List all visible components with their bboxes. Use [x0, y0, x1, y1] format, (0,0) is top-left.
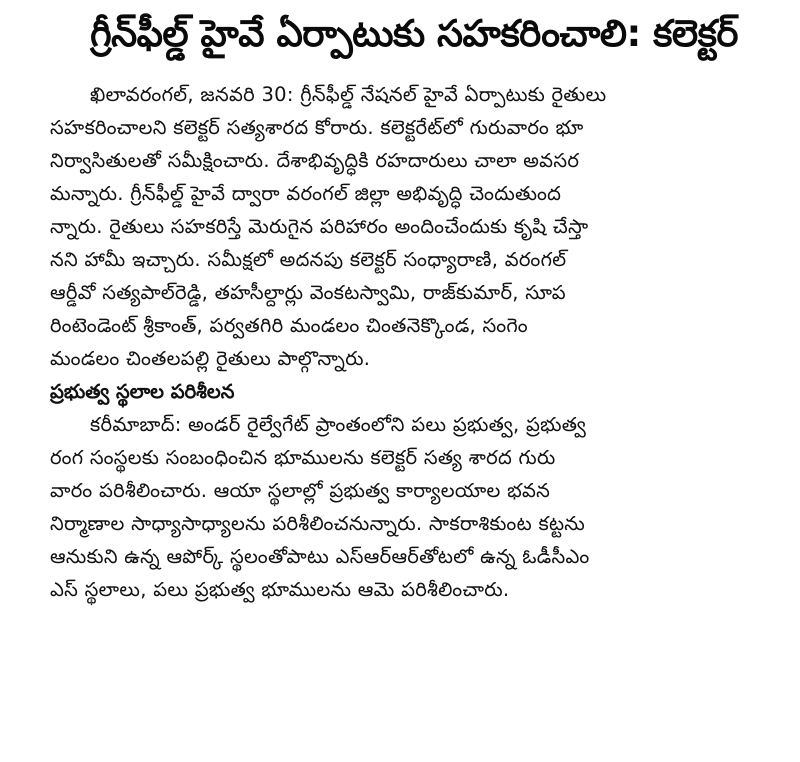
paragraph-line: రింటెండెంట్ శ్రీకాంత్, పర్వతగిరి మండలం చింతనెక్కొండ, సంగెం	[50, 314, 528, 337]
paragraph-line: నిర్మాణాల సాధ్యాసాధ్యాలను పరిశీలించనున్నారు. సాకరాశికుంట కట్టను	[50, 512, 586, 535]
paragraph-line: రంగ సంస్థలకు సంబంధించిన భూములను కలెక్టర్ సత్య శారద గురు	[50, 446, 556, 469]
paragraph-line: మన్నారు. గ్రీన్‌ఫీల్డ్ హైవే ద్వారా వరంగల్ జిల్లా అభివృద్ధి చెందుతుంద	[50, 182, 562, 205]
subheading: ప్రభుత్వ స్థలాల పరిశీలన	[50, 380, 235, 403]
paragraph-line: న్నారు. రైతులు సహకరిస్తే మెరుగైన పరిహారం అందించేందుకు కృషి చేస్తా	[50, 215, 589, 238]
paragraph-line: నని హామీ ఇచ్చారు. సమీక్షలో అదనపు కలెక్టర్ సంధ్యారాణి, వరంగల్	[50, 248, 567, 271]
paragraph-line: ఆర్డీవో సత్యపాల్‌రెడ్డి, తహసీల్దార్లు వెంకటస్వామి, రాజ్‌కుమార్, సూప	[50, 281, 566, 304]
article-govt-land-inspection	[50, 375, 778, 606]
paragraph-line: సహకరించాలని కలెక్టర్ సత్యశారద కోరారు. కలెక్టరేట్‌లో గురువారం భూ	[50, 116, 584, 139]
paragraph-line: వారం పరిశీలించారు. ఆయా స్థలాల్లో ప్రభుత్వ కార్యాలయాల భవన	[50, 479, 551, 502]
headline: గ్రీన్‌ఫీల్డ్ హైవే ఏర్పాటుకు సహకరించాలి: కలెక్టర్	[90, 12, 738, 55]
paragraph-line: ఎస్ స్థలాలు, పలు ప్రభుత్వ భూములను ఆమె పరిశీలించారు.	[50, 578, 510, 601]
paragraph-line: నిర్వాసితులతో సమీక్షించారు. దేశాభివృద్ధికి రహదారులు చాలా అవసర	[50, 149, 580, 172]
paragraph-line: మండలం చింతలపల్లి రైతులు పాల్గొన్నారు.	[50, 347, 371, 370]
paragraph-line: ఖిలావరంగల్, జనవరి 30: గ్రీన్‌ఫీల్డ్ నేషనల్ హైవే ఏర్పాటుకు రైతులు	[90, 83, 607, 106]
article-greenfield-highway	[50, 78, 778, 375]
paragraph-line: ఆనుకుని ఉన్న ఆపోర్క్ స్థలంతోపాటు ఎస్‌ఆర్‌ఆర్‌తోటలో ఉన్న ఓడీసీఎం	[50, 545, 590, 568]
paragraph-line: కరీమాబాద్: అండర్ రైల్వేగేట్ ప్రాంతంలోని పలు ప్రభుత్వ, ప్రభుత్వ	[90, 413, 587, 436]
